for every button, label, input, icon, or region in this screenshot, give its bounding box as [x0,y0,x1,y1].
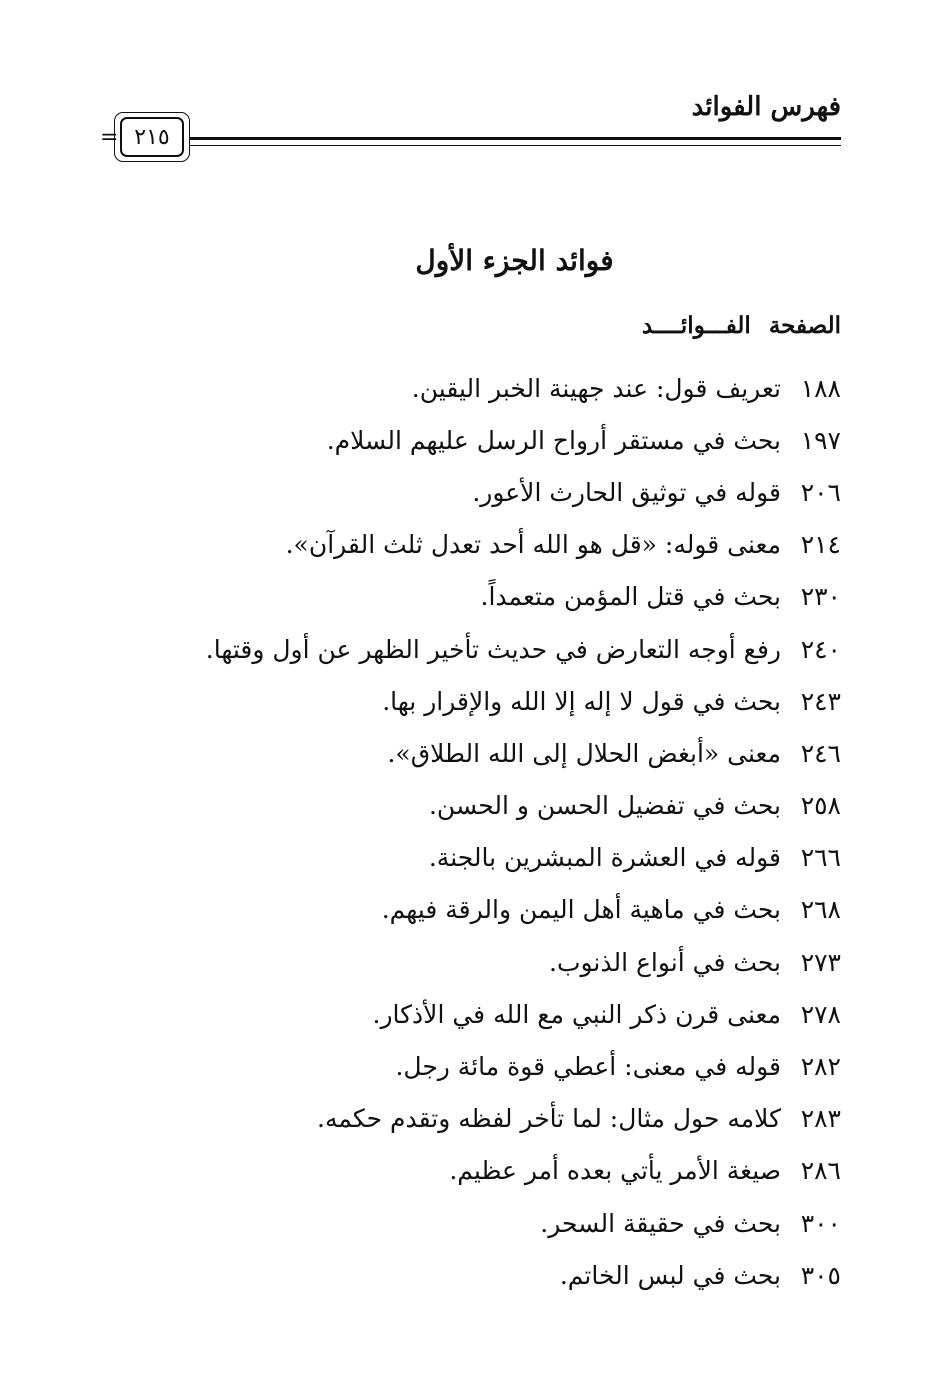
entry-text: قوله في معنى: أعطي قوة مائة رجل. [395,1052,781,1082]
entry-text: بحث في لبس الخاتم. [559,1260,781,1290]
entry-text: بحث في قتل المؤمن متعمداً. [480,582,781,612]
index-entry [121,988,841,1040]
entry-page-number: ٢٤٠ [800,634,841,664]
entry-text: بحث في قول لا إله إلا الله والإقرار بها. [382,686,781,716]
page-number-mark: = [100,125,119,150]
entry-text: صيغة الأمر يأتي بعده أمر عظيم. [449,1156,781,1186]
index-entry [121,1249,841,1301]
section-title [0,244,949,277]
entry-page-number: ٢١٤ [800,530,841,560]
column-header-fawaid: الفـــوائــــد [641,312,751,339]
column-header-page: الصفحة [768,312,841,339]
entry-page-number: ٢٦٨ [800,895,841,925]
index-entry [121,623,841,675]
entry-text: بحث في ماهية أهل اليمن والرقة فيهم. [381,895,781,925]
index-entry [121,832,841,884]
entry-page-number: ٣٠٥ [800,1260,841,1290]
entry-text: معنى قوله: «قل هو الله أحد تعدل ثلث القرآن». [285,530,781,560]
index-entry [121,727,841,779]
entry-page-number: ٢٧٣ [800,947,841,977]
index-entry [121,362,841,414]
entry-page-number: ٢٣٠ [800,582,841,612]
section-title-text: فوائد الجزء الأول [415,244,614,277]
entry-text: كلامه حول مثال: لما تأخر لفظه وتقدم حكمه. [317,1104,781,1134]
index-entry [121,1040,841,1092]
entry-text: معنى «أبغض الحلال إلى الله الطلاق». [387,738,781,768]
entry-page-number: ٢٨٢ [800,1052,841,1082]
entry-page-number: ٢٦٦ [800,843,841,873]
entry-text: بحث في حقيقة السحر. [540,1208,781,1238]
entry-text: بحث في أنواع الذنوب. [549,947,781,977]
page-number: ٢١٥ [120,117,184,157]
entry-text: بحث في مستقر أرواح الرسل عليهم السلام. [326,425,781,455]
index-entry [121,414,841,466]
index-entry [121,1093,841,1145]
entry-text: بحث في تفضيل الحسن و الحسن. [428,791,781,821]
entry-page-number: ٢٥٨ [800,791,841,821]
entry-text: تعريف قول: عند جهينة الخبر اليقين. [411,373,781,403]
header-rule-thick [190,137,841,140]
entry-page-number: ١٨٨ [800,373,841,403]
entry-text: قوله في توثيق الحارث الأعور. [472,477,781,507]
header-title: فهرس الفوائد [691,92,841,122]
index-entry [121,675,841,727]
column-headers [642,312,841,339]
entry-page-number: ٢٨٣ [800,1104,841,1134]
index-entry [121,780,841,832]
index-entry [121,884,841,936]
entry-page-number: ٢٠٦ [800,477,841,507]
index-entry [121,519,841,571]
entry-page-number: ٢٨٦ [800,1156,841,1186]
entry-text: معنى قرن ذكر النبي مع الله في الأذكار. [372,999,781,1029]
header-rule-thin [190,145,841,146]
entry-page-number: ٢٤٦ [800,738,841,768]
entry-page-number: ٢٧٨ [800,999,841,1029]
entry-page-number: ٢٤٣ [800,686,841,716]
entry-text: رفع أوجه التعارض في حديث تأخير الظهر عن أول وقتها. [205,634,781,664]
index-entry [121,1145,841,1197]
index-entry [121,1197,841,1249]
entry-page-number: ٣٠٠ [800,1208,841,1238]
index-entry [121,466,841,518]
index-entry [121,936,841,988]
index-entry [121,571,841,623]
entry-page-number: ١٩٧ [800,425,841,455]
index-list [121,362,841,1301]
entry-text: قوله في العشرة المبشرين بالجنة. [428,843,781,873]
